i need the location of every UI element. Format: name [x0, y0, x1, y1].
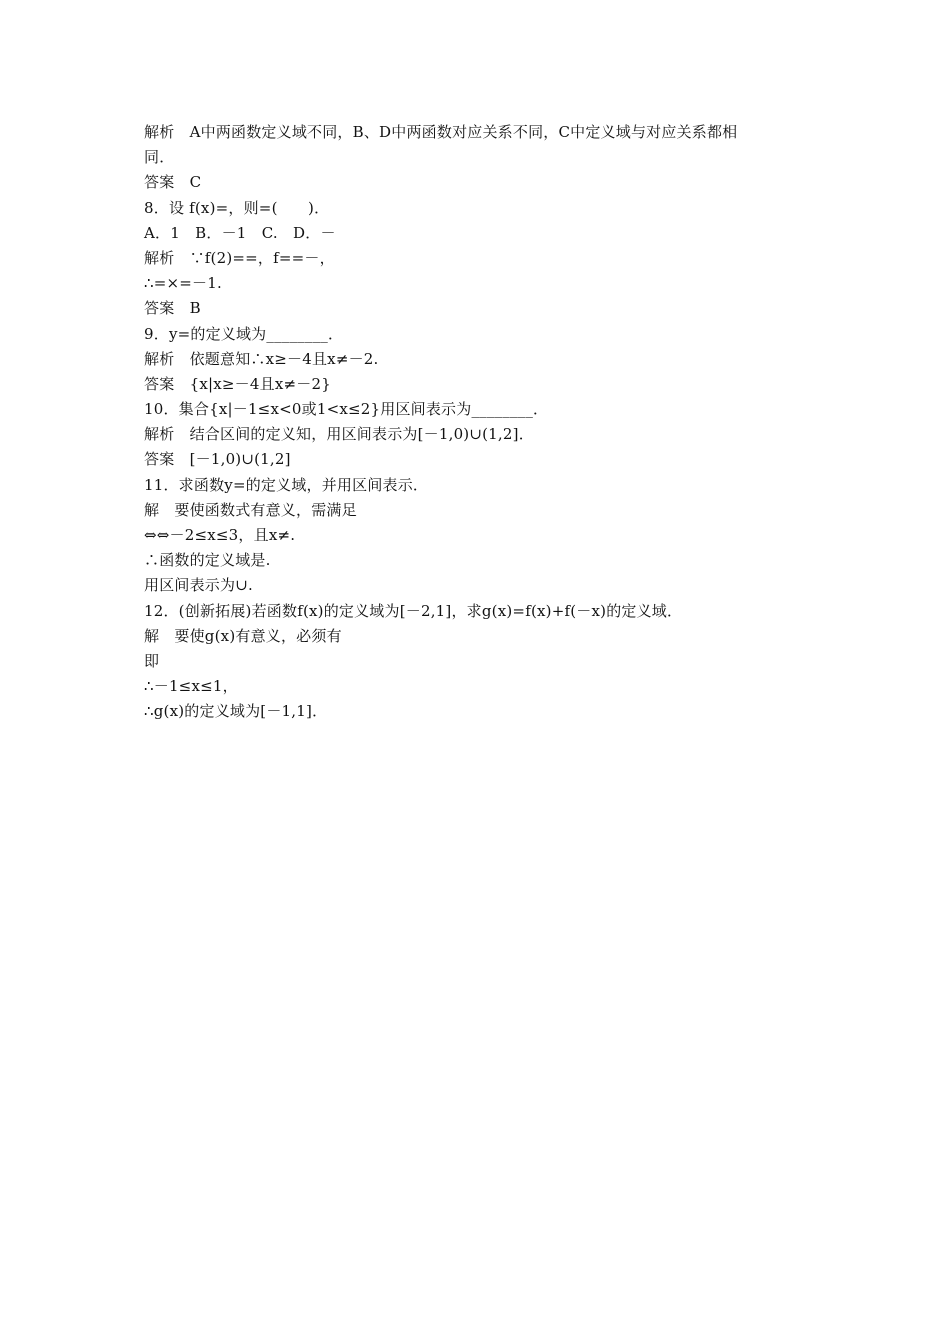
- text-line: 答案 B: [144, 299, 201, 318]
- text-line: 9．y=的定义域为________．: [144, 324, 344, 343]
- text-line: 同．: [144, 148, 175, 167]
- text-line: 答案 [－1,0)∪(1,2]: [144, 450, 291, 469]
- text-line: 用区间表示为∪.: [144, 576, 253, 595]
- document-body: [144, 120, 814, 725]
- text-line: 答案 {x|x≥－4且x≠－2}: [144, 374, 331, 393]
- text-line: ∴=×=－1.: [144, 274, 222, 293]
- text-line: 解 要使g(x)有意义，必须有: [144, 626, 342, 645]
- text-line: 解析 依题意知∴x≥－4且x≠－2.: [144, 349, 379, 368]
- text-line: ∴g(x)的定义域为[－1,1]．: [144, 702, 328, 721]
- text-line: 11．求函数y=的定义域，并用区间表示．: [144, 475, 429, 494]
- text-line: A．1 B．－1 C. D．－: [144, 223, 336, 242]
- text-line: 解析 ∵f(2)==，f==－，: [144, 248, 335, 267]
- text-line: ⇔⇔－2≤x≤3，且x≠.: [144, 526, 296, 544]
- text-line: ∴－1≤x≤1，: [144, 677, 238, 696]
- text-line: 8．设 f(x)=，则=( )．: [144, 198, 330, 217]
- text-line: 即: [144, 651, 160, 670]
- text-line: 12．(创新拓展)若函数f(x)的定义域为[－2,1]，求g(x)=f(x)+f(－x)的定义域．: [144, 601, 683, 620]
- text-line: 10．集合{x|－1≤x<0或1<x≤2}用区间表示为________．: [144, 400, 549, 419]
- text-line: 解 要使函数式有意义，需满足: [144, 500, 357, 519]
- text-line: 解析 结合区间的定义知，用区间表示为[－1,0)∪(1,2]．: [144, 425, 534, 444]
- text-line: 答案 C: [144, 173, 202, 192]
- text-line: ∴函数的定义域是.: [144, 551, 271, 570]
- text-line: 解析 A中两函数定义域不同，B、D中两函数对应关系不同，C中定义域与对应关系都相: [144, 123, 738, 141]
